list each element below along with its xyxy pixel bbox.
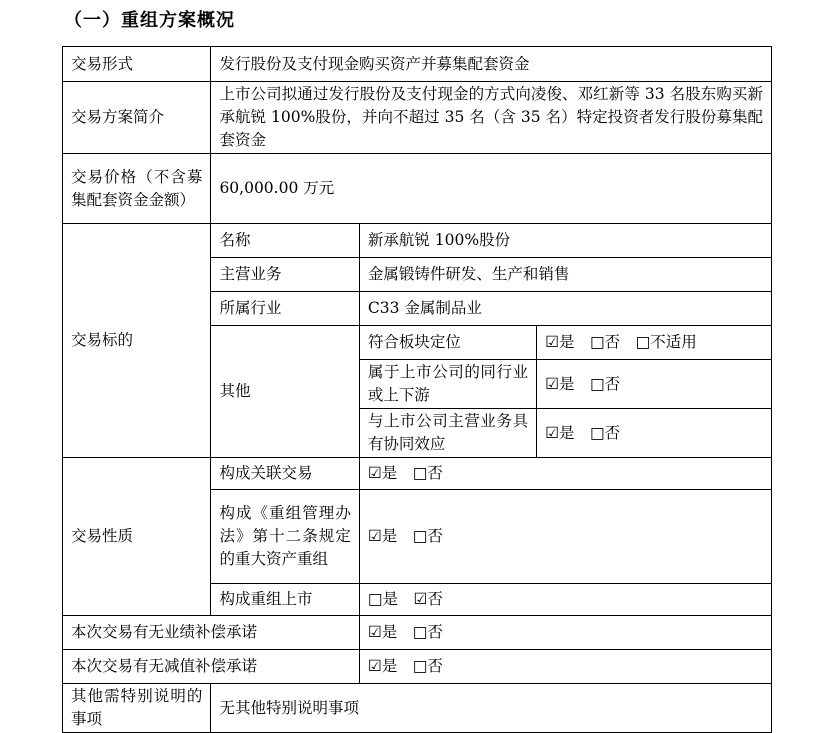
target-label: 交易标的 [63, 224, 211, 458]
performance-label: 本次交易有无业绩补偿承诺 [63, 616, 360, 650]
plan-value: 上市公司拟通过发行股份及支付现金的方式向凌俊、邓红新等 33 名股东购买新承航锐 100%股份，并向不超过 35 名（含 35 名）特定投资者发行股份募集配套资金 [211, 82, 772, 154]
plan-label: 交易方案简介 [63, 82, 211, 154]
sector-label: 符合板块定位 [359, 326, 536, 360]
synergy-label: 与上市公司主营业务具有协同效应 [359, 409, 536, 458]
industry-value: C33 金属制品业 [359, 292, 771, 326]
impairment-value: ☑是 □否 [359, 650, 771, 684]
form-value: 发行股份及支付现金购买资产并募集配套资金 [211, 47, 772, 82]
related-label: 构成关联交易 [211, 458, 359, 490]
table-row [63, 224, 772, 258]
major-label: 构成《重组管理办法》第十二条规定的重大资产重组 [211, 490, 359, 584]
related-value: ☑是 □否 [359, 458, 771, 490]
price-value: 60,000.00 万元 [211, 154, 772, 224]
same-industry-value: ☑是 □否 [537, 360, 772, 409]
industry-label: 所属行业 [211, 292, 359, 326]
special-value: 无其他特别说明事项 [211, 684, 772, 733]
impairment-label: 本次交易有无减值补偿承诺 [63, 650, 360, 684]
table-row [63, 82, 772, 154]
name-label: 名称 [211, 224, 359, 258]
price-label: 交易价格（不含募集配套资金金额） [63, 154, 211, 224]
restructuring-overview-table [62, 46, 772, 733]
listing-value: □是 ☑否 [359, 584, 771, 616]
table-row [63, 47, 772, 82]
table-row [63, 458, 772, 490]
nature-label: 交易性质 [63, 458, 211, 616]
listing-label: 构成重组上市 [211, 584, 359, 616]
table-row [63, 684, 772, 733]
performance-value: ☑是 □否 [359, 616, 771, 650]
table-row [63, 154, 772, 224]
special-label: 其他需特别说明的事项 [63, 684, 211, 733]
business-label: 主营业务 [211, 258, 359, 292]
business-value: 金属锻铸件研发、生产和销售 [359, 258, 771, 292]
sector-value: ☑是 □否 □不适用 [537, 326, 772, 360]
table-row [63, 616, 772, 650]
synergy-value: ☑是 □否 [537, 409, 772, 458]
section-title: （一）重组方案概况 [64, 10, 235, 31]
name-value: 新承航锐 100%股份 [359, 224, 771, 258]
form-label: 交易形式 [63, 47, 211, 82]
other-label: 其他 [211, 326, 359, 458]
major-value: ☑是 □否 [359, 490, 771, 584]
same-industry-label: 属于上市公司的同行业或上下游 [359, 360, 536, 409]
table-row [63, 650, 772, 684]
